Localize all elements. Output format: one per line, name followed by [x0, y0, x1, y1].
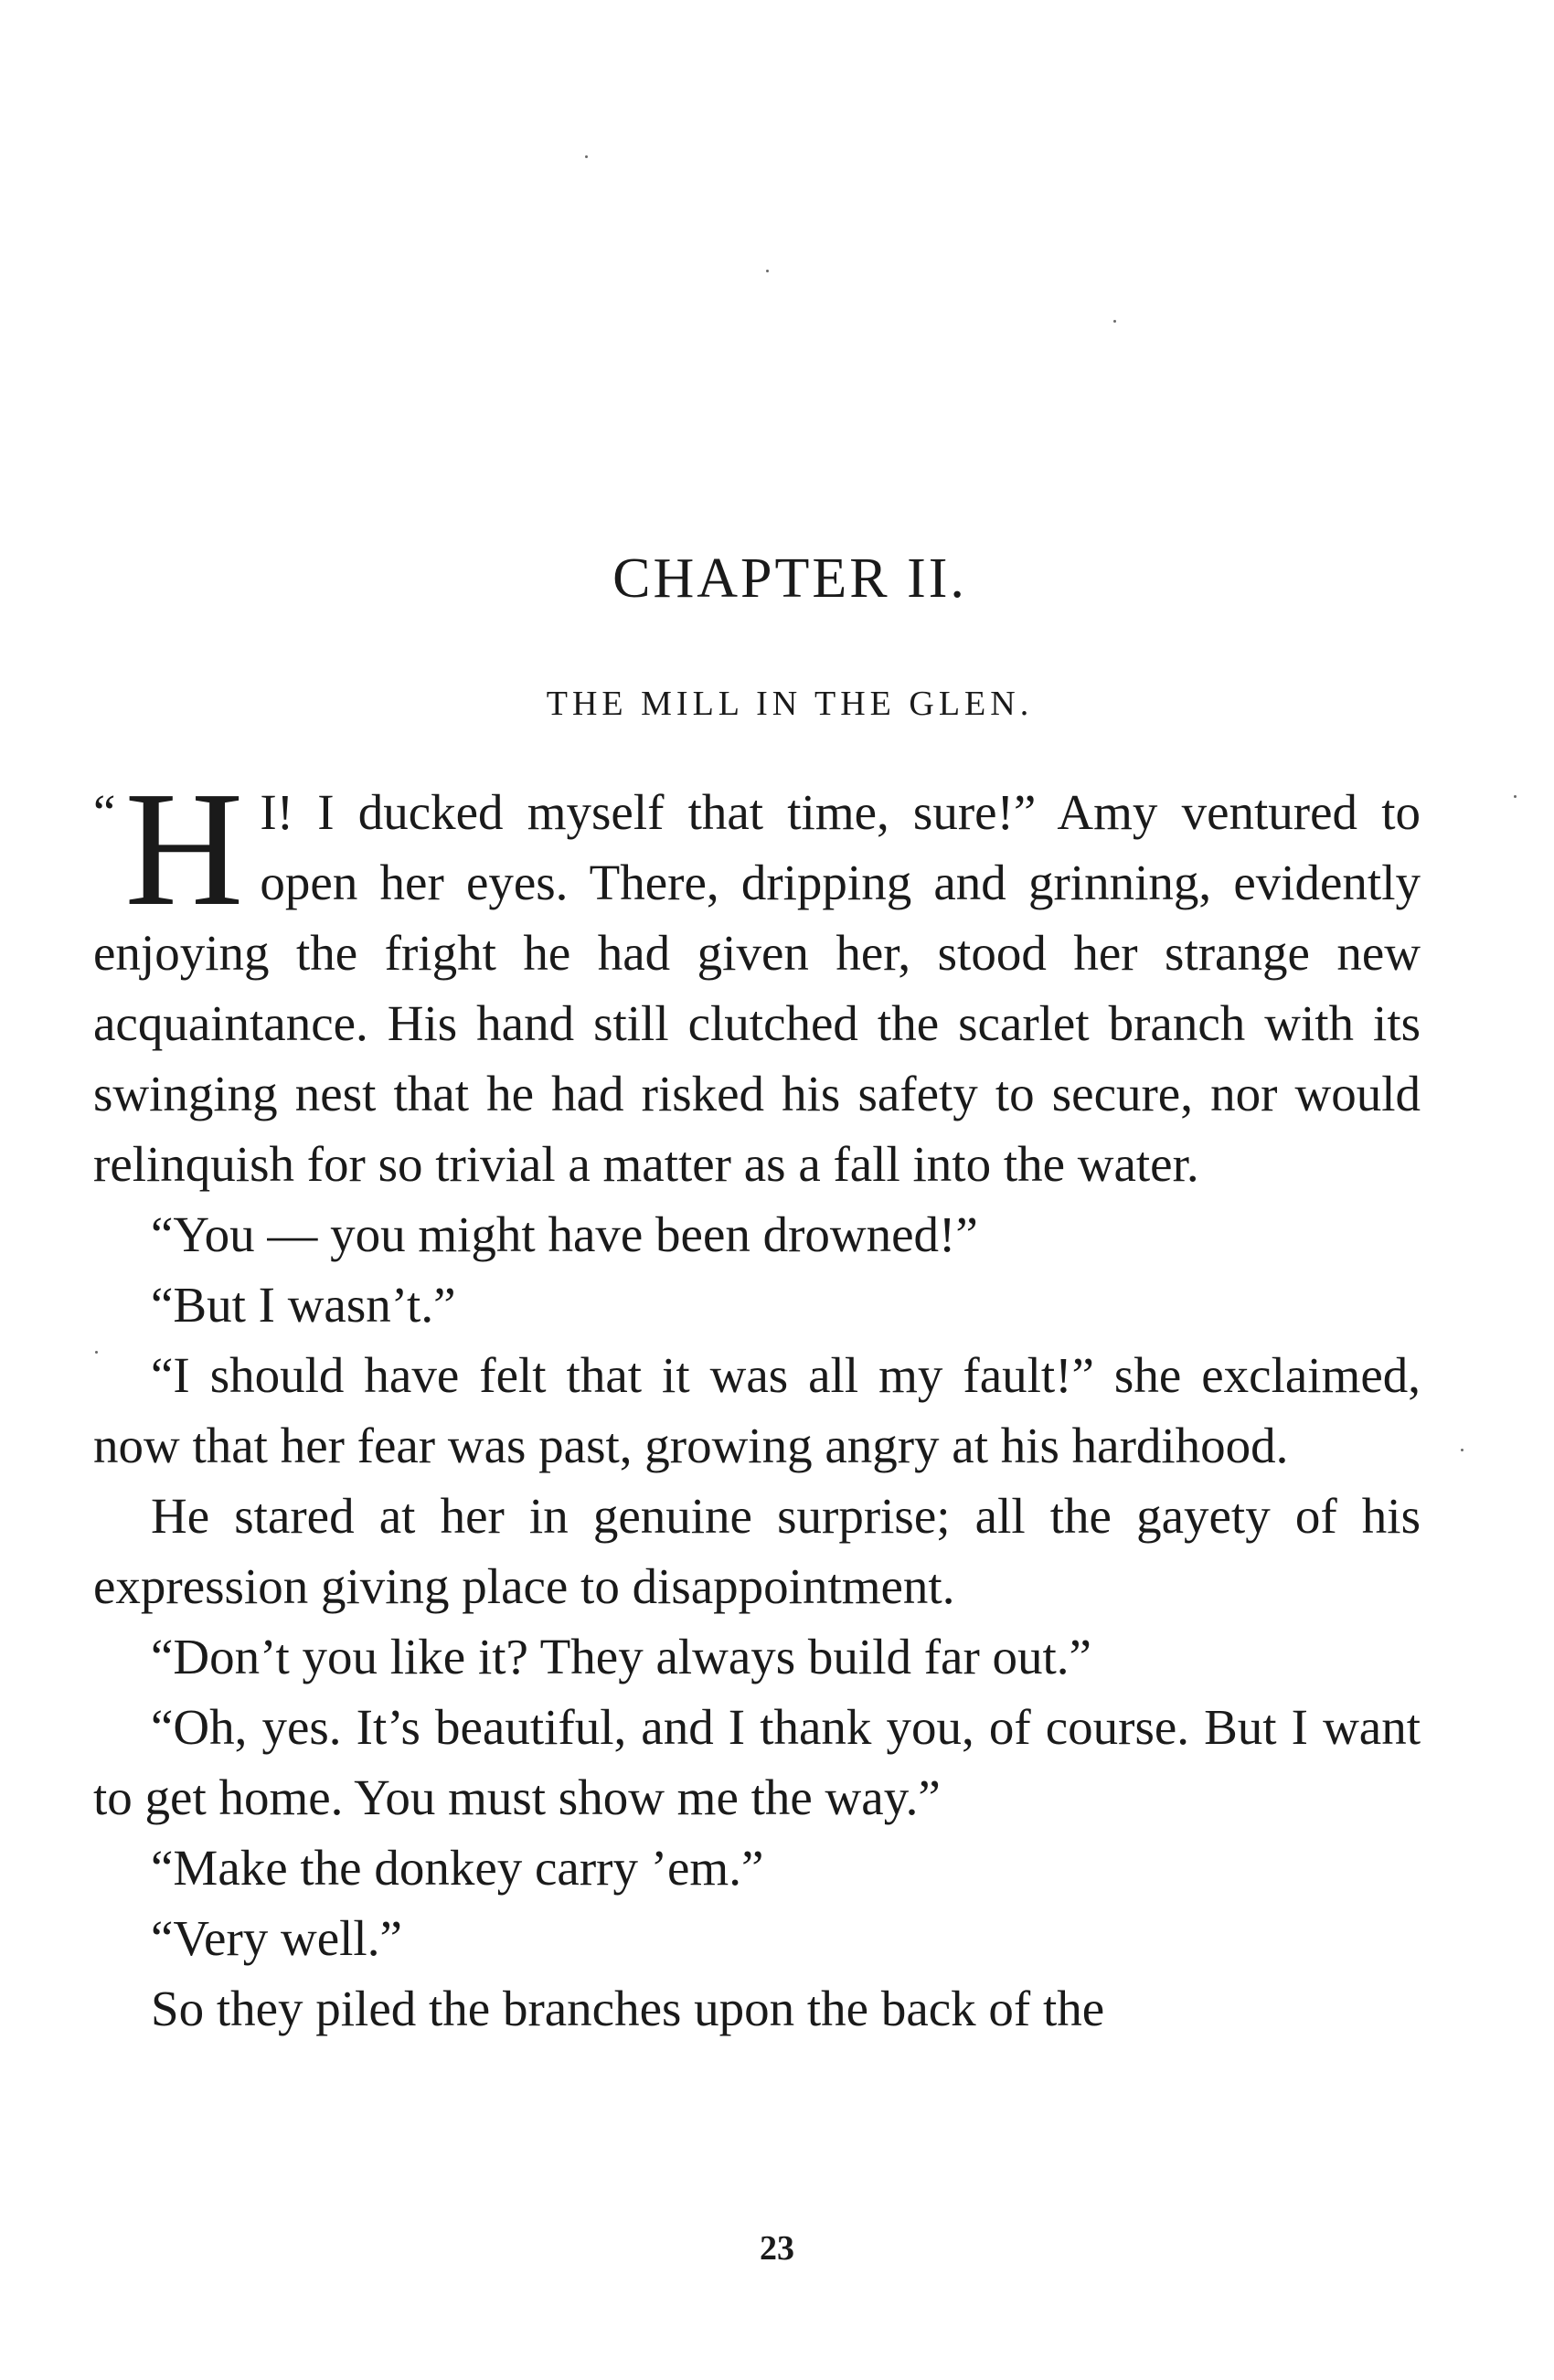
- chapter-subtitle: THE MILL IN THE GLEN.: [546, 685, 1034, 723]
- drop-cap: H: [124, 758, 244, 940]
- paragraph: “But I wasn’t.”: [151, 1277, 456, 1333]
- scan-speck: [1514, 795, 1517, 798]
- chapter-title: CHAPTER II.: [612, 547, 967, 610]
- paragraph: “I should have felt that it was all my fault!” she exclaimed, now that her fear was past, growing angry at his hardihood.: [93, 1347, 1421, 1473]
- paragraph: “Make the donkey carry ’em.”: [151, 1840, 764, 1896]
- opening-quote-mark: “: [93, 784, 116, 840]
- scan-speck: [585, 155, 588, 158]
- scan-speck: [95, 1351, 98, 1354]
- paragraph: He stared at her in genuine surprise; all the gayety of his expression giving place to disappointment.: [93, 1488, 1421, 1614]
- paragraph: “You — you might have been drowned!”: [151, 1206, 978, 1262]
- paragraph: “Oh, yes. It’s beautiful, and I thank you, of course. But I want to get home. You must show me the way.”: [93, 1699, 1421, 1825]
- scan-speck: [766, 270, 769, 272]
- scan-speck: [1461, 1449, 1464, 1451]
- paragraph: “Don’t you like it? They always build far out.”: [151, 1629, 1091, 1684]
- opening-paragraph: [93, 758, 1421, 1199]
- opening-paragraph-text: I! I ducked myself that time, sure!” Amy ventured to open her eyes. There, dripping and grinning, evidently enjoying the fright he had given her, stood her strange new acquaintance. His hand still clutched the scarlet branch with its swinging nest that he had risked his safety to secure, nor would relinquish for so trivial a matter as a fall into the water.: [93, 784, 1421, 1192]
- chapter-body: [93, 758, 1421, 2044]
- paragraph: “Very well.”: [151, 1910, 402, 1966]
- scan-speck: [1113, 320, 1116, 323]
- paragraph: So they piled the branches upon the back of the: [151, 1981, 1105, 2036]
- page-number: 23: [760, 2229, 794, 2268]
